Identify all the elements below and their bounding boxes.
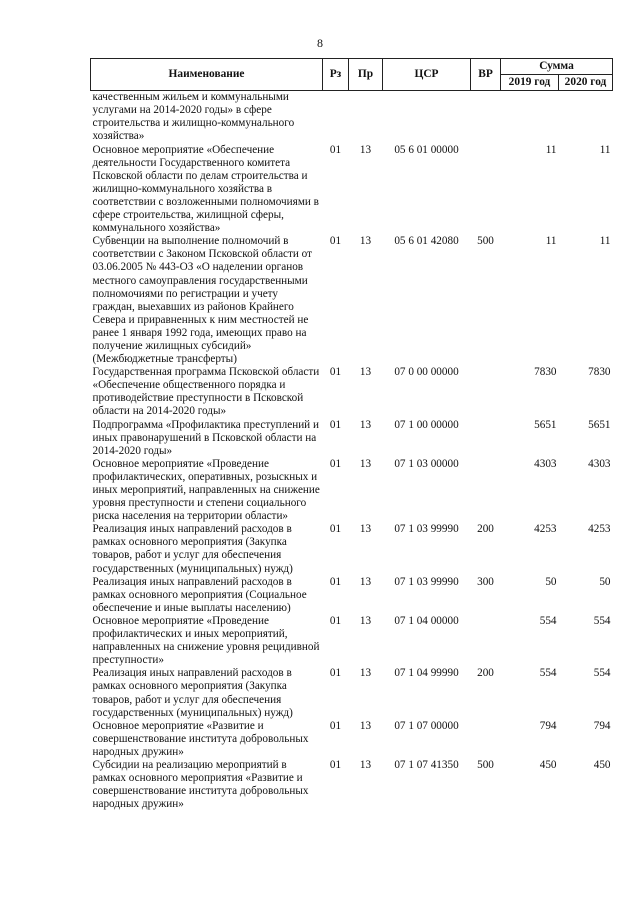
cell-rz: 01 [329,575,342,588]
cell-2019: 5651 [534,418,557,431]
cell-csr: 07 1 03 00000 [394,457,459,470]
cell-rz: 01 [329,457,342,470]
cell-rz: 01 [329,366,342,379]
cell-rz: 01 [329,719,342,732]
cell-2020: 5651 [588,418,611,431]
page-number: 8 [317,36,323,50]
cell-vr: 200 [477,667,494,680]
cell-vr [471,144,501,236]
cell-name: Реализация иных направлений расходов в рамках основного мероприятия (Закупка товаров, работ и услуг для обеспечения государственных (муниципальных) нужд) [92,667,293,719]
table-row [91,419,613,458]
cell-2020: 11 [599,235,611,248]
cell-2019: 794 [539,719,557,732]
cell-pr: 13 [359,575,372,588]
header-sum: Сумма [501,59,613,75]
cell-vr [471,615,501,667]
cell-2019: 4303 [534,457,557,470]
cell-pr: 13 [359,614,372,627]
cell-csr: 05 6 01 42080 [394,235,459,248]
cell-name: Государственная программа Псковской области «Обеспечение общественного порядка и противодействие преступности в Псковской области на 2014-2020 годы» [92,366,320,418]
cell-rz: 01 [329,418,342,431]
cell-csr: 07 1 00 00000 [394,418,459,431]
header-vr: ВР [471,59,501,91]
cell-name: Субвенции на выполнение полномочий в соответствии с Законом Псковской области от 03.06.2005 № 443-ОЗ «О наделении органов местного самоуправления государственными полномочиями по регистрации и учету граждан, выехавших из районов Крайнего Севера и приравненных к ним местностей не ранее 1 января 1992 года, имеющих право на получение жилищных субсидий» (Межбюджетные трансферты) [92,235,313,366]
cell-csr: 07 1 04 00000 [394,614,459,627]
cell-csr: 07 0 00 00000 [394,366,459,379]
cell-2020 [559,91,613,144]
cell-vr [471,419,501,458]
table-row [91,235,613,366]
cell-2020: 554 [593,667,611,680]
header-name: Наименование [91,59,323,91]
cell-csr: 05 6 01 00000 [394,143,459,156]
cell-vr: 500 [477,758,494,771]
table-row [91,458,613,523]
cell-rz: 01 [329,235,342,248]
cell-csr [383,91,471,144]
cell-2020: 11 [599,143,611,156]
cell-pr: 13 [359,457,372,470]
table-row [91,91,613,144]
cell-name: Основное мероприятие «Проведение профилактических и иных мероприятий, направленных на снижение уровня рецидивной преступности» [92,614,320,667]
table-row [91,366,613,418]
cell-rz: 01 [329,758,342,771]
cell-2020: 554 [593,614,611,627]
cell-vr [471,720,501,759]
cell-vr: 200 [477,523,494,536]
cell-2020: 794 [593,719,611,732]
header-rz: Рз [323,59,349,91]
table-row [91,523,613,575]
cell-name: Субсидии на реализацию мероприятий в рамках основного мероприятия «Развитие и совершенствование института добровольных народных дружин» [92,758,309,811]
cell-name: Основное мероприятие «Развитие и совершенствование института добровольных народных дружин» [92,719,309,758]
table-row [91,720,613,759]
cell-2019: 450 [539,758,557,771]
cell-rz: 01 [329,523,342,536]
cell-2020: 7830 [588,366,611,379]
cell-csr: 07 1 03 99990 [394,523,459,536]
cell-name: качественным жильем и коммунальными услугами на 2014-2020 годы» в сфере строительства и жилищно-коммунального хозяйства» [92,91,295,143]
table-row [91,576,613,615]
cell-pr: 13 [359,366,372,379]
cell-name: Основное мероприятие «Обеспечение деятельности Государственного комитета Псковской области по делам строительства и жилищно-коммунального хозяйства в соответствии с возложенными полномочиями в сфере строительства, жилищной сферы, коммунального хозяйства» [92,143,319,235]
cell-vr [471,458,501,523]
cell-pr: 13 [359,719,372,732]
cell-rz [323,91,349,144]
cell-2019: 554 [539,667,557,680]
cell-pr: 13 [359,667,372,680]
header-csr: ЦСР [383,59,471,91]
cell-name: Реализация иных направлений расходов в рамках основного мероприятия (Закупка товаров, работ и услуг для обеспечения государственных (муниципальных) нужд) [92,523,293,575]
table-header [91,59,613,91]
table-row [91,615,613,667]
cell-2019: 11 [545,235,557,248]
cell-csr: 07 1 04 99990 [394,667,459,680]
cell-2019: 50 [545,575,557,588]
cell-rz: 01 [329,667,342,680]
table-row [91,144,613,236]
cell-2020: 50 [599,575,611,588]
header-pr: Пр [349,59,383,91]
cell-rz: 01 [329,143,342,156]
cell-csr: 07 1 07 41350 [394,758,459,771]
table-row [91,667,613,719]
cell-2019: 7830 [534,366,557,379]
cell-vr: 300 [477,575,494,588]
cell-2020: 450 [593,758,611,771]
cell-pr: 13 [359,523,372,536]
budget-table [90,58,613,811]
cell-2019 [501,91,559,144]
cell-2020: 4303 [588,457,611,470]
cell-name: Реализация иных направлений расходов в рамках основного мероприятия (Социальное обеспечение и иные выплаты населению) [92,575,307,614]
table-body [91,91,613,812]
cell-pr: 13 [359,143,372,156]
cell-rz: 01 [329,614,342,627]
cell-2019: 4253 [534,523,557,536]
cell-vr: 500 [477,235,494,248]
cell-vr [471,91,501,144]
cell-name: Основное мероприятие «Проведение профилактических, оперативных, розыскных и иных мероприятий, направленных на снижение уровня преступности и степени социального риска населения на территории области» [92,457,320,523]
cell-pr: 13 [359,418,372,431]
cell-pr: 13 [359,235,372,248]
cell-2020: 4253 [588,523,611,536]
cell-pr: 13 [359,758,372,771]
cell-pr [349,91,383,144]
header-2020: 2020 год [559,75,613,91]
cell-csr: 07 1 07 00000 [394,719,459,732]
cell-vr [471,366,501,418]
cell-csr: 07 1 03 99990 [394,575,459,588]
header-2019: 2019 год [501,75,559,91]
cell-2019: 554 [539,614,557,627]
cell-name: Подпрограмма «Профилактика преступлений и иных правонарушений в Псковской области на 2014-2020 годы» [92,418,319,457]
table-row [91,759,613,811]
cell-2019: 11 [545,143,557,156]
